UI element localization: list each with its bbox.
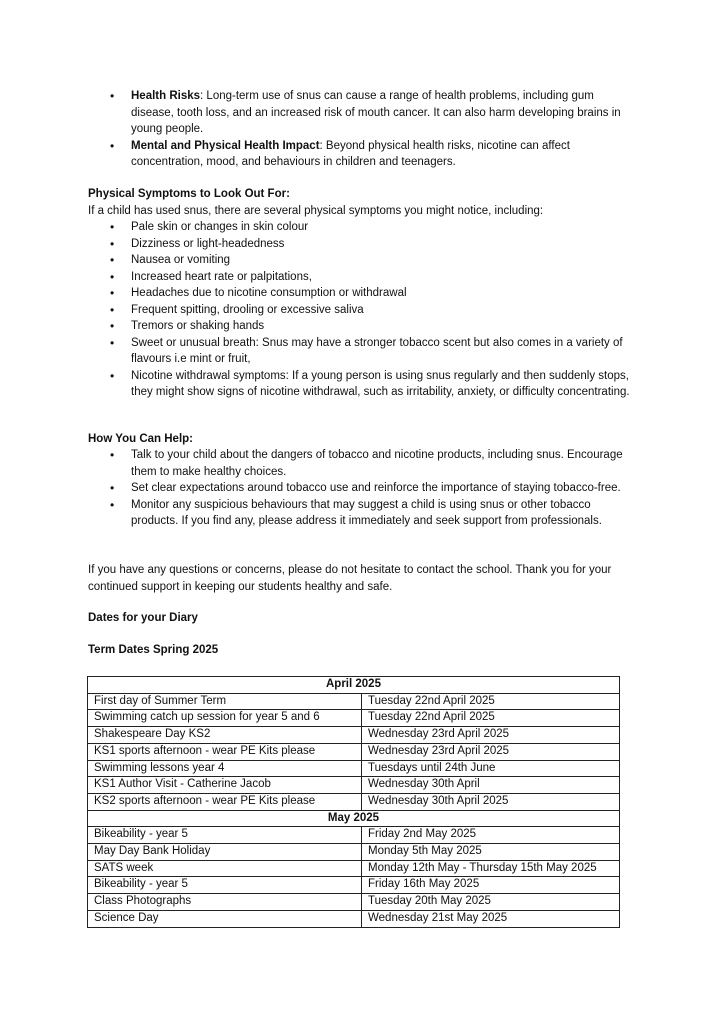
diary-heading: Dates for your Diary xyxy=(88,612,198,624)
event-cell: Class Photographs xyxy=(88,894,362,911)
event-cell: Bikeability - year 5 xyxy=(88,877,362,894)
term-dates-heading: Term Dates Spring 2025 xyxy=(88,644,219,656)
date-cell: Tuesdays until 24th June xyxy=(362,760,620,777)
symptoms-heading: Physical Symptoms to Look Out For: xyxy=(88,188,290,200)
date-cell: Monday 5th May 2025 xyxy=(362,844,620,861)
symptoms-list xyxy=(88,219,636,401)
table-row xyxy=(88,693,620,710)
event-cell: KS2 sports afternoon - wear PE Kits please xyxy=(88,793,362,810)
list-item: • Pale skin or changes in skin colour xyxy=(88,219,636,236)
risk-label: Mental and Physical Health Impact xyxy=(131,139,320,152)
month-header: May 2025 xyxy=(88,810,620,827)
event-cell: First day of Summer Term xyxy=(88,693,362,710)
risk-text: : Long-term use of snus can cause a range of health problems, including gum disease, tooth loss, and an increased risk of mouth cancer. It can also harm developing brains in young people. xyxy=(131,90,621,135)
list-item xyxy=(88,138,636,171)
symptoms-intro: If a child has used snus, there are several physical symptoms you might notice, including: xyxy=(88,205,544,217)
list-item: • Nicotine withdrawal symptoms: If a young person is using snus regularly and then suddenly stops, they might show signs of nicotine withdrawal, such as irritability, anxiety, or difficulty concentrating. xyxy=(88,368,636,401)
table-row xyxy=(88,710,620,727)
date-cell: Wednesday 23rd April 2025 xyxy=(362,727,620,744)
table-row xyxy=(88,910,620,927)
list-item: • Frequent spitting, drooling or excessive saliva xyxy=(88,302,636,319)
date-cell: Friday 2nd May 2025 xyxy=(362,827,620,844)
dates-table-body xyxy=(88,677,620,928)
closing-paragraph: If you have any questions or concerns, please do not hesitate to contact the school. Thank you for your continued support in keeping our students healthy and safe. xyxy=(88,564,612,593)
event-cell: Science Day xyxy=(88,910,362,927)
list-item: • Dizziness or light-headedness xyxy=(88,236,636,253)
table-row xyxy=(88,894,620,911)
list-item: • Talk to your child about the dangers of tobacco and nicotine products, including snus. Encourage them to make healthy choices. xyxy=(88,447,640,480)
event-cell: SATS week xyxy=(88,860,362,877)
table-row xyxy=(88,860,620,877)
list-item: • Sweet or unusual breath: Snus may have a stronger tobacco scent but also comes in a variety of flavours i.e mint or fruit, xyxy=(88,335,636,368)
date-cell: Tuesday 20th May 2025 xyxy=(362,894,620,911)
event-cell: KS1 Author Visit - Catherine Jacob xyxy=(88,777,362,794)
list-item: • Nausea or vomiting xyxy=(88,252,636,269)
event-cell: May Day Bank Holiday xyxy=(88,844,362,861)
date-cell: Tuesday 22nd April 2025 xyxy=(362,710,620,727)
list-item: • Tremors or shaking hands xyxy=(88,318,636,335)
list-item: • Set clear expectations around tobacco use and reinforce the importance of staying tobacco-free. xyxy=(88,480,640,497)
table-row xyxy=(88,760,620,777)
event-cell: Swimming catch up session for year 5 and 6 xyxy=(88,710,362,727)
table-row xyxy=(88,743,620,760)
list-item: • Monitor any suspicious behaviours that may suggest a child is using snus or other tobacco products. If you find any, please address it immediately and seek support from professionals. xyxy=(88,497,640,530)
table-row xyxy=(88,877,620,894)
event-cell: Shakespeare Day KS2 xyxy=(88,727,362,744)
event-cell: Swimming lessons year 4 xyxy=(88,760,362,777)
date-cell: Wednesday 30th April 2025 xyxy=(362,793,620,810)
table-row xyxy=(88,727,620,744)
date-cell: Tuesday 22nd April 2025 xyxy=(362,693,620,710)
table-row xyxy=(88,793,620,810)
help-list xyxy=(88,447,640,530)
month-header-row xyxy=(88,810,620,827)
event-cell: Bikeability - year 5 xyxy=(88,827,362,844)
date-cell: Friday 16th May 2025 xyxy=(362,877,620,894)
event-cell: KS1 sports afternoon - wear PE Kits please xyxy=(88,743,362,760)
risks-list xyxy=(88,88,636,171)
risk-text: : Beyond physical health risks, nicotine can affect concentration, mood, and behaviours in children and teenagers. xyxy=(131,139,570,168)
date-cell: Wednesday 21st May 2025 xyxy=(362,910,620,927)
help-heading: How You Can Help: xyxy=(88,433,193,445)
list-item xyxy=(88,88,636,138)
month-header: April 2025 xyxy=(88,677,620,694)
table-row xyxy=(88,844,620,861)
table-row xyxy=(88,827,620,844)
list-item: • Increased heart rate or palpitations, xyxy=(88,269,636,286)
table-row xyxy=(88,777,620,794)
dates-table xyxy=(87,676,620,928)
month-header-row xyxy=(88,677,620,694)
risk-label: Health Risks xyxy=(131,90,201,102)
date-cell: Wednesday 30th April xyxy=(362,777,620,794)
date-cell: Wednesday 23rd April 2025 xyxy=(362,743,620,760)
date-cell: Monday 12th May - Thursday 15th May 2025 xyxy=(362,860,620,877)
list-item: • Headaches due to nicotine consumption or withdrawal xyxy=(88,285,636,302)
